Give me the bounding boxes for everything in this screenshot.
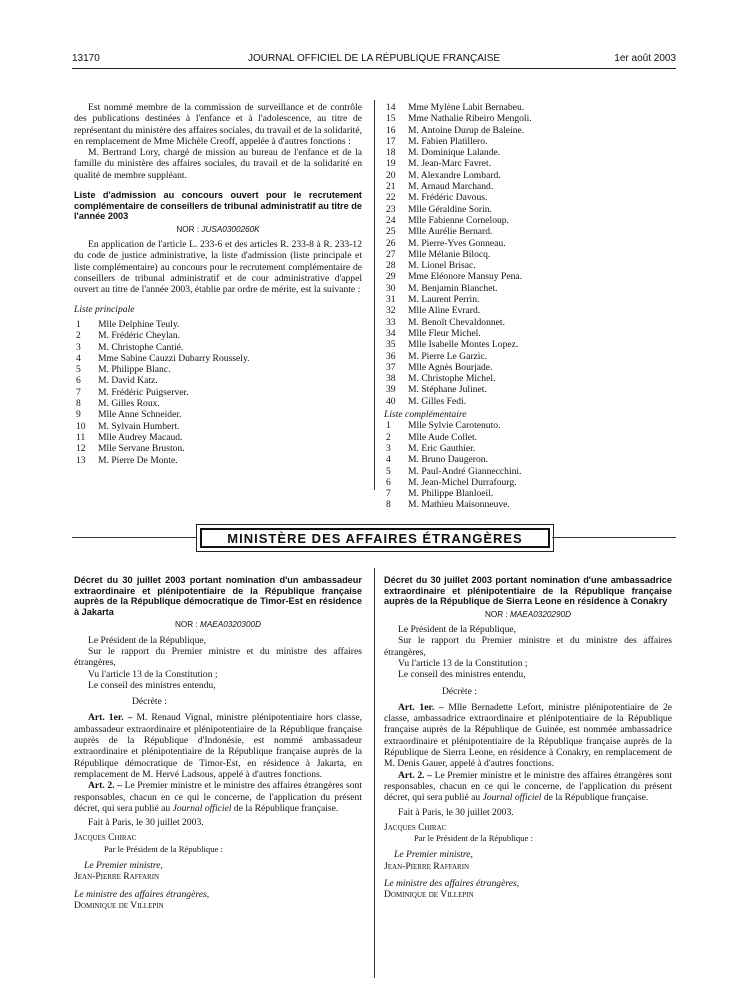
list-item-name: Mme Nathalie Ribeiro Mengoli.	[408, 113, 532, 125]
nor-code: JUSA0300260K	[201, 224, 260, 234]
list-item-number: 4	[76, 352, 81, 364]
par-le-president: Par le Président de la République :	[414, 833, 533, 844]
list-item-number: 12	[76, 443, 86, 455]
fait-a-paris: Fait à Paris, le 30 juillet 2003.	[88, 817, 204, 829]
list-item-name: Mlle Anne Schneider.	[98, 409, 182, 421]
list-item	[74, 409, 362, 420]
list-item-name: Mlle Delphine Teuly.	[98, 318, 180, 330]
list-item	[384, 249, 672, 260]
nor-reference	[74, 619, 362, 630]
list-item-name: M. Stéphane Julinet.	[408, 384, 487, 396]
minister-title: Le ministre des affaires étrangères,	[384, 878, 520, 890]
list-item-name: M. Benoît Chevaldonnet.	[408, 316, 505, 328]
list-item-number: 3	[76, 341, 81, 353]
list-item-number: 39	[386, 384, 396, 396]
decree-title: Décret du 30 juillet 2003 portant nomination d'une ambassadrice extraordinaire et plénipotentiaire de la République française auprès de la République de Sierra Leone en résidence à Conakry	[384, 575, 672, 607]
list-item	[384, 204, 672, 215]
decree-p2: Sur le rapport du Premier ministre et du ministre des affaires étrangères,	[74, 645, 362, 669]
list-item	[384, 396, 672, 407]
list-item-name: M. Jean-Marc Favret.	[408, 158, 492, 170]
top-right-column	[384, 102, 672, 511]
page-header	[72, 53, 676, 67]
list-item-number: 29	[386, 271, 396, 283]
liste-principale-heading: Liste principale	[74, 303, 135, 315]
decree-right	[384, 575, 672, 901]
decree-p2: Sur le rapport du Premier ministre et du ministre des affaires étrangères,	[384, 635, 672, 658]
list-item	[384, 102, 672, 113]
list-item-number: 2	[386, 431, 391, 443]
list-item-name: M. Antoine Durup de Baleine.	[408, 124, 525, 136]
list-item-name: M. Philippe Blanc.	[98, 364, 171, 376]
list-item-name: Mlle Isabelle Montes Lopez.	[408, 339, 519, 351]
decree-p4: Le conseil des ministres entendu,	[88, 679, 216, 691]
member-paragraph: M. Bertrand Lory, chargé de mission au bureau de l'enfance et de la famille du ministère des affaires sociales, du travail et de la solidarité en qualité de membre suppléant.	[74, 147, 362, 181]
decree-p4: Le conseil des ministres entendu,	[398, 669, 526, 681]
list-item-name: M. Bruno Daugeron.	[408, 454, 488, 466]
list-item-name: M. Sylvain Humbert.	[98, 420, 180, 432]
list-item-number: 37	[386, 361, 396, 373]
list-item	[384, 170, 672, 181]
list-item-number: 8	[386, 499, 391, 511]
list-item-name: M. Frédéric Davous.	[408, 192, 488, 204]
list-item-number: 10	[76, 420, 86, 432]
list-item	[384, 226, 672, 237]
list-item	[384, 454, 672, 465]
header-rule	[72, 68, 676, 69]
list-item-number: 5	[76, 364, 81, 376]
list-item-number: 19	[386, 158, 396, 170]
nor-label: NOR :	[176, 224, 200, 234]
list-item-number: 22	[386, 192, 396, 204]
list-item-number: 7	[76, 386, 81, 398]
list-item	[74, 387, 362, 398]
list-item	[384, 351, 672, 362]
nor-code: MAEA0320300D	[200, 620, 262, 630]
list-item-name: M. Jean-Michel Durrafourg.	[408, 476, 517, 488]
column-divider	[374, 100, 375, 490]
banner-rule-left	[72, 537, 196, 538]
liste-principale-part2	[384, 102, 672, 407]
liste-title: Liste d'admission au concours ouvert pour le recrutement complémentaire de conseillers de tribunal administratif au titre de l'année 2003	[74, 190, 362, 222]
decrete: Décrète :	[442, 685, 477, 697]
list-item-number: 28	[386, 260, 396, 272]
list-item-number: 26	[386, 237, 396, 249]
list-item-number: 30	[386, 282, 396, 294]
list-item-name: M. Laurent Perrin.	[408, 294, 480, 306]
article-2-text-b: de la République française.	[543, 792, 649, 804]
list-item-name: M. Christophe Cantié.	[98, 341, 184, 353]
article-1-label: Art. 1er. –	[88, 712, 133, 724]
list-item-name: M. Christophe Michel.	[408, 373, 496, 385]
decree-p3: Vu l'article 13 de la Constitution ;	[398, 657, 528, 669]
signer: Jacques Chirac	[384, 821, 447, 833]
article-2-text-a: Le Premier ministre et le ministre des affaires étrangères sont responsables, chacun en ce qui le concerne, de l'application du présent décret, qui sera publié au	[384, 769, 672, 804]
list-item-name: Mlle Audrey Macaud.	[98, 431, 183, 443]
liste-complementaire	[384, 420, 672, 510]
list-item-number: 27	[386, 248, 396, 260]
pm-name: Jean-Pierre Raffarin	[384, 860, 470, 872]
liste-intro: En application de l'article L. 233-6 et des articles R. 233-8 à R. 233-12 du code de justice administrative, la liste d'admission (liste principale et liste complémentaire) au concours pour le recrutement complémentaire de conseillers de tribunal administratif et de cour administrative d'appel ouvert au titre de l'année 2003, établie par ordre de mérite, est la suivante :	[74, 239, 362, 296]
list-item	[384, 271, 672, 282]
list-item-number: 1	[386, 420, 391, 432]
list-item	[74, 353, 362, 364]
article-2-text-b: de la République française.	[233, 802, 339, 814]
article-1-text: Mlle Bernadette Lefort, ministre plénipotentiaire de 2e classe, ambassadrice extraordinaire et plénipotentiaire de la République française auprès de la République de Guinée, est nommée ambassadrice extraordinaire et plénipotentiaire de la République française auprès de la République de Sierra Leone, en résidence à Conakry, en remplacement de M. Denis Gauer, appelé à d'autres fonctions.	[384, 701, 673, 770]
list-item-name: M. Alexandre Lombard.	[408, 169, 501, 181]
list-item	[384, 136, 672, 147]
list-item-number: 1	[76, 318, 81, 330]
top-left-column	[74, 102, 362, 466]
list-item	[384, 238, 672, 249]
list-item-number: 38	[386, 373, 396, 385]
article-2-label: Art. 2. –	[398, 769, 432, 781]
list-item-number: 32	[386, 305, 396, 317]
list-item-number: 8	[76, 398, 81, 410]
list-item	[384, 443, 672, 454]
list-item-name: Mlle Aude Collet.	[408, 431, 478, 443]
list-item-name: Mlle Fabienne Corneloup.	[408, 214, 509, 226]
list-item	[74, 432, 362, 443]
list-item	[74, 421, 362, 432]
list-item	[384, 181, 672, 192]
page-number: 13170	[72, 53, 100, 64]
pm-title: Le Premier ministre,	[84, 860, 163, 872]
article-2-text-a: Le Premier ministre et le ministre des affaires étrangères sont responsables, chacun en ce qui le concerne, de l'application du présent décret, qui sera publié au	[74, 780, 362, 814]
decrete: Décrète :	[132, 696, 167, 708]
list-item-number: 35	[386, 339, 396, 351]
list-item-number: 24	[386, 214, 396, 226]
article-1-label: Art. 1er. –	[398, 701, 444, 713]
list-item	[384, 158, 672, 169]
list-item	[384, 215, 672, 226]
list-item	[74, 375, 362, 386]
list-item-name: M. Frédéric Puigserver.	[98, 386, 189, 398]
ministry-banner	[196, 524, 554, 552]
list-item-name: M. Dominique Lalande.	[408, 147, 501, 159]
list-item	[74, 443, 362, 454]
decree-p3: Vu l'article 13 de la Constitution ;	[88, 668, 218, 680]
list-item-number: 25	[386, 226, 396, 238]
list-item-name: M. Arnaud Marchand.	[408, 181, 494, 193]
list-item-number: 23	[386, 203, 396, 215]
list-item-number: 31	[386, 294, 396, 306]
article-2-label: Art. 2. –	[88, 780, 122, 792]
list-item-name: M. Frédéric Cheylan.	[98, 330, 181, 342]
list-item-number: 16	[386, 124, 396, 136]
nor-label: NOR :	[484, 609, 508, 619]
list-item-number: 40	[386, 395, 396, 407]
article-1-text: M. Renaud Vignal, ministre plénipotentiaire hors classe, ambassadeur extraordinaire et plénipotentiaire de la République française auprès de la République d'Indonésie, est nommé ambassadeur extraordinaire et plénipotentiaire de la République française auprès de la République démocratique de Timor-Est, en résidence à Jakarta, en remplacement de M. Hervé Ladsous, appelé à d'autres fonctions.	[74, 712, 362, 780]
article-2	[384, 770, 672, 804]
list-item-name: Mlle Servane Bruston.	[98, 443, 185, 455]
list-item-number: 4	[386, 454, 391, 466]
list-item-name: M. Pierre Le Garzic.	[408, 350, 488, 362]
liste-principale-part1	[74, 319, 362, 466]
list-item-number: 11	[76, 431, 86, 443]
list-item-name: Mlle Agnès Bourjade.	[408, 361, 493, 373]
list-item-name: M. Philippe Blanloeil.	[408, 488, 494, 500]
minister-name: Dominique de Villepin	[74, 899, 164, 911]
list-item-number: 36	[386, 350, 396, 362]
minister-name: Dominique de Villepin	[384, 889, 474, 901]
list-item	[74, 364, 362, 375]
list-item-name: Mlle Mélanie Bilocq.	[408, 248, 491, 260]
list-item-number: 17	[386, 135, 396, 147]
ministry-banner-text: MINISTÈRE DES AFFAIRES ÉTRANGÈRES	[200, 528, 550, 548]
article-1	[74, 712, 362, 780]
par-le-president: Par le Président de la République :	[104, 843, 223, 854]
list-item-name: Mlle Fleur Michel.	[408, 327, 481, 339]
list-item	[384, 260, 672, 271]
list-item	[384, 317, 672, 328]
list-item-number: 14	[386, 102, 396, 113]
list-item	[384, 328, 672, 339]
list-item-name: M. Mathieu Maisonneuve.	[408, 499, 510, 511]
pm-name: Jean-Pierre Raffarin	[74, 871, 160, 883]
journal-title: JOURNAL OFFICIEL DE LA RÉPUBLIQUE FRANÇAISE	[247, 53, 501, 64]
list-item-name: Mme Mylène Labit Bernabeu.	[408, 102, 525, 113]
list-item	[384, 339, 672, 350]
minister-title: Le ministre des affaires étrangères,	[74, 888, 210, 900]
list-item-name: M. Lionel Brisac.	[408, 260, 476, 272]
decree-title: Décret du 30 juillet 2003 portant nomination d'un ambassadeur extraordinaire et plénipotentiaire de la République française auprès de la République démocratique de Timor-Est en résidence à Jakarta	[74, 575, 362, 617]
article-2-journal: Journal officiel	[172, 802, 232, 814]
list-item	[74, 319, 362, 330]
list-item	[384, 373, 672, 384]
list-item	[384, 305, 672, 316]
list-item	[74, 330, 362, 341]
list-item-number: 21	[386, 181, 396, 193]
issue-date: 1er août 2003	[614, 53, 676, 64]
list-item	[384, 466, 672, 477]
fait-a-paris: Fait à Paris, le 30 juillet 2003.	[398, 806, 514, 818]
list-item	[384, 125, 672, 136]
list-item	[384, 192, 672, 203]
list-item-name: Mlle Géraldine Sorin.	[408, 203, 492, 215]
list-item-number: 34	[386, 327, 396, 339]
list-item	[384, 283, 672, 294]
signer: Jacques Chirac	[74, 832, 137, 844]
list-item-number: 18	[386, 147, 396, 159]
list-item-number: 3	[386, 442, 391, 454]
list-item-name: Mlle Aurélie Bernard.	[408, 226, 493, 238]
pm-title: Le Premier ministre,	[394, 849, 473, 861]
intro-paragraph: Est nommé membre de la commission de surveillance et de contrôle des publications destinées à l'enfance et à l'adolescence, au titre de représentant du ministère des affaires sociales, du travail et de la solidarité, en remplacement de Mme Michèle Creoff, appelée à d'autres fonctions :	[74, 102, 362, 147]
list-item-name: M. Paul-André Giannecchini.	[408, 465, 522, 477]
list-item-name: M. Eric Gauthier.	[408, 442, 476, 454]
decree-p1: Le Président de la République,	[398, 624, 517, 636]
list-item-number: 6	[386, 476, 391, 488]
list-item	[74, 398, 362, 409]
list-item-number: 13	[76, 454, 86, 466]
list-item-number: 7	[386, 488, 391, 500]
list-item-name: M. Benjamin Blanchet.	[408, 282, 498, 294]
list-item-number: 20	[386, 169, 396, 181]
nor-label: NOR :	[174, 620, 198, 630]
decree-p1: Le Président de la République,	[88, 634, 207, 646]
article-2-journal: Journal officiel	[482, 792, 542, 804]
article-1	[384, 702, 672, 770]
list-item-number: 9	[76, 409, 81, 421]
nor-reference	[384, 609, 672, 620]
list-item-name: Mlle Aline Evrard.	[408, 305, 481, 317]
list-item	[74, 455, 362, 466]
list-item-name: M. David Katz.	[98, 375, 158, 387]
list-item	[384, 113, 672, 124]
list-item-number: 15	[386, 113, 396, 125]
list-item-name: M. Pierre De Monte.	[98, 454, 178, 466]
list-item	[74, 342, 362, 353]
list-item-name: Mme Eléonore Mansuy Pena.	[408, 271, 523, 283]
list-item-name: Mlle Sylvie Carotenuto.	[408, 420, 501, 432]
list-item	[384, 147, 672, 158]
list-item-name: M. Fabien Platillero.	[408, 135, 488, 147]
list-item-name: M. Gilles Fedi.	[408, 395, 467, 407]
nor-code: MAEA0320290D	[510, 609, 572, 619]
list-item-name: M. Gilles Roux.	[98, 398, 160, 410]
list-item-number: 6	[76, 375, 81, 387]
list-item	[384, 420, 672, 431]
list-item	[384, 362, 672, 373]
banner-rule-right	[552, 537, 676, 538]
list-item-number: 33	[386, 316, 396, 328]
list-item	[384, 432, 672, 443]
article-2	[74, 780, 362, 814]
list-item	[384, 294, 672, 305]
column-divider-bottom	[374, 568, 375, 978]
list-item	[384, 488, 672, 499]
list-item-name: M. Pierre-Yves Gonneau.	[408, 237, 506, 249]
list-item-name: Mme Sabine Cauzzi Dubarry Roussely.	[98, 352, 250, 364]
list-item	[384, 384, 672, 395]
nor-reference	[74, 224, 362, 235]
list-item-number: 5	[386, 465, 391, 477]
liste-complementaire-heading: Liste complémentaire	[384, 409, 467, 421]
list-item	[384, 499, 672, 510]
list-item	[384, 477, 672, 488]
decree-left	[74, 575, 362, 911]
list-item-number: 2	[76, 330, 81, 342]
